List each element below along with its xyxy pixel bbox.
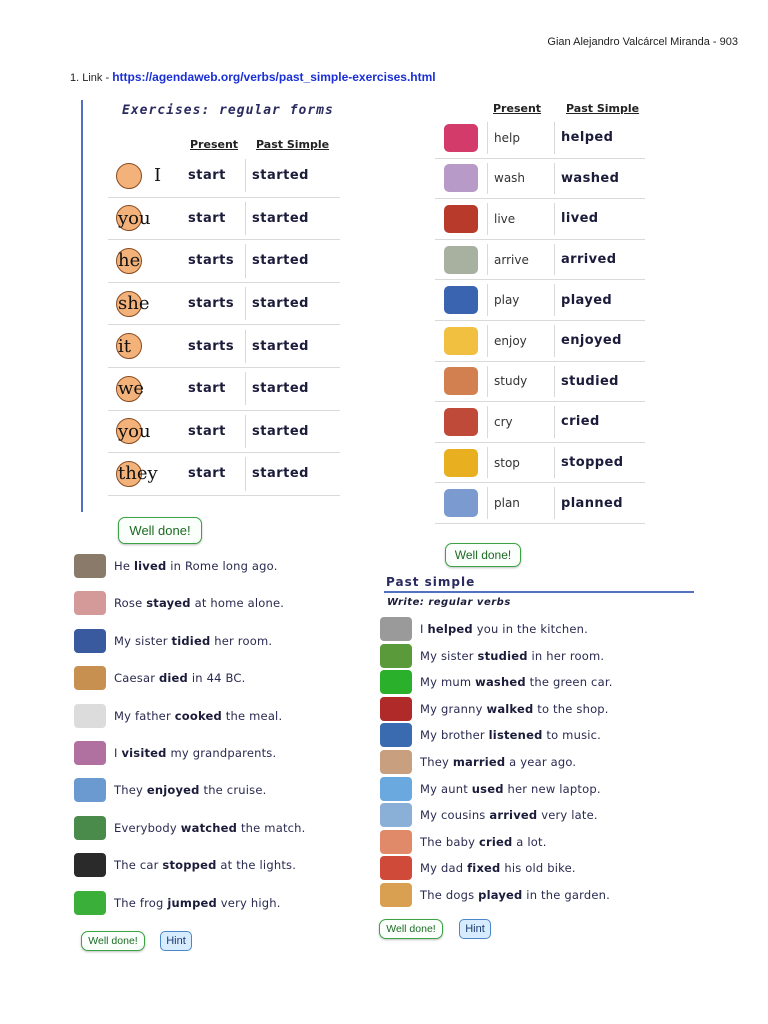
present-form: start <box>180 202 246 235</box>
pronoun-row <box>108 368 340 411</box>
past-simple-title: Past simple <box>386 575 476 589</box>
caesar-icon <box>74 666 106 690</box>
hint-button-2[interactable]: Hint <box>459 919 491 939</box>
pronoun-row <box>108 411 340 454</box>
pronoun-label: he <box>118 250 141 272</box>
pronoun-row <box>108 325 340 368</box>
sentence-verb: walked <box>486 701 534 716</box>
past-simple-rule <box>384 591 694 593</box>
present-form: start <box>180 457 246 490</box>
sentence-verb: enjoyed <box>146 783 200 798</box>
football-icon <box>74 816 106 840</box>
pronoun-label: they <box>118 463 158 485</box>
link-prefix: 1. Link - <box>70 72 113 84</box>
sentence-verb: died <box>158 671 188 686</box>
pronoun-label: it <box>118 335 131 357</box>
present-verb: help <box>487 122 555 154</box>
sentence-text: My sister tidied her room. <box>114 633 273 648</box>
pronoun-label: we <box>118 378 145 400</box>
bike-icon <box>380 856 412 880</box>
verb-row <box>435 199 645 240</box>
present-verb: wash <box>487 163 555 195</box>
washing-icon <box>444 164 478 192</box>
verb-row <box>435 362 645 403</box>
sentence-verb: cooked <box>174 708 222 723</box>
sentence-verb: tidied <box>171 633 211 648</box>
sentence-item <box>380 830 547 854</box>
car-icon <box>380 670 412 694</box>
laptop-icon <box>380 777 412 801</box>
present-verb: play <box>487 284 555 316</box>
past-verb: planned <box>561 495 623 511</box>
present-form: starts <box>180 330 246 363</box>
pronoun-picture <box>108 411 180 453</box>
sentence-verb: watched <box>180 820 238 835</box>
sentence-item <box>74 891 281 915</box>
sentence-item <box>74 704 282 728</box>
sentence-item <box>74 853 296 877</box>
sentence-verb: stayed <box>146 596 191 611</box>
girl-icon <box>74 591 106 615</box>
sentence-verb: studied <box>477 648 528 663</box>
past-verb: helped <box>561 130 614 146</box>
sentence-text: My dad fixed his old bike. <box>420 861 576 876</box>
sentence-item <box>74 666 245 690</box>
verb-row <box>435 321 645 362</box>
sentence-item <box>380 883 610 907</box>
pronoun-verb-table <box>108 155 340 496</box>
sentence-text: My sister studied in her room. <box>420 648 605 663</box>
frog-icon <box>74 891 106 915</box>
verb-row <box>435 402 645 443</box>
pot-icon <box>380 617 412 641</box>
reading-icon <box>444 367 478 395</box>
past-form: started <box>252 381 309 397</box>
pronoun-picture <box>108 198 180 240</box>
family-icon <box>74 741 106 765</box>
clock-icon <box>380 803 412 827</box>
past-verb: stopped <box>561 455 624 471</box>
sentence-text: My cousins arrived very late. <box>420 808 598 823</box>
character-icon <box>116 163 142 189</box>
pronoun-label: I <box>154 165 162 187</box>
author-name: Gian Alejandro Valcárcel Miranda - 903 <box>547 36 738 48</box>
right-header-present: Present <box>493 102 542 115</box>
sentence-text: My brother listened to music. <box>420 728 602 743</box>
past-verb: cried <box>561 414 600 430</box>
past-verb: arrived <box>561 252 617 268</box>
pronoun-label: you <box>118 207 151 229</box>
present-form: starts <box>180 287 246 320</box>
past-form: started <box>252 168 309 184</box>
pronoun-picture <box>108 155 180 197</box>
pronoun-label: she <box>118 293 150 315</box>
sentence-item <box>380 803 598 827</box>
sentence-verb: stopped <box>162 858 217 873</box>
building-icon <box>74 554 106 578</box>
present-form: starts <box>180 244 246 277</box>
sentence-verb: cried <box>478 834 513 849</box>
sentence-text: Caesar died in 44 BC. <box>114 671 246 686</box>
sentence-verb: listened <box>488 728 543 743</box>
wedding-icon <box>380 750 412 774</box>
station-icon <box>444 246 478 274</box>
well-done-button-3[interactable]: Well done! <box>81 931 145 951</box>
sentence-verb: arrived <box>489 808 538 823</box>
sentence-text: My aunt used her new laptop. <box>420 781 601 796</box>
sentence-verb: lived <box>133 559 167 573</box>
boy-icon <box>380 723 412 747</box>
stop-sign-icon <box>444 449 478 477</box>
dog-icon <box>380 883 412 907</box>
present-verb: stop <box>487 447 555 479</box>
verb-table <box>435 118 645 524</box>
pronoun-picture <box>108 283 180 325</box>
sentence-text: Everybody watched the match. <box>114 820 306 835</box>
crying-icon <box>444 408 478 436</box>
left-margin-line <box>81 100 83 512</box>
sentence-verb: helped <box>427 622 473 636</box>
present-verb: enjoy <box>487 325 555 357</box>
sentence-text: The dogs played in the garden. <box>420 888 610 902</box>
pronoun-picture <box>108 240 180 282</box>
sentence-item <box>74 778 266 802</box>
past-form: started <box>252 210 309 226</box>
present-verb: cry <box>487 406 555 438</box>
room-icon <box>74 629 106 653</box>
past-verb: played <box>561 292 613 308</box>
verb-row <box>435 483 645 524</box>
left-header-present: Present <box>190 138 239 151</box>
sentence-text: They married a year ago. <box>420 755 577 769</box>
sentence-text: I helped you in the kitchen. <box>420 622 588 636</box>
house-icon <box>444 205 478 233</box>
past-verb: washed <box>561 170 620 186</box>
sentence-verb: played <box>478 888 523 902</box>
pronoun-label: you <box>118 420 151 442</box>
present-verb: plan <box>487 487 555 519</box>
sentence-item <box>380 697 609 721</box>
past-verb: studied <box>561 373 619 389</box>
sentence-item <box>380 644 604 668</box>
sentence-text: Rose stayed at home alone. <box>114 596 285 611</box>
past-form: started <box>252 466 309 482</box>
past-form: started <box>252 296 309 312</box>
sentence-item <box>380 670 613 694</box>
pronoun-row <box>108 155 340 198</box>
well-done-button-1[interactable]: Well done! <box>118 517 202 544</box>
left-header-past: Past Simple <box>256 138 330 151</box>
past-verb: lived <box>561 211 599 227</box>
sentence-item <box>74 554 278 578</box>
verb-row <box>435 280 645 321</box>
sentence-item <box>380 777 601 801</box>
pronoun-picture <box>108 368 180 410</box>
past-form: started <box>252 338 309 354</box>
sentence-text: My granny walked to the shop. <box>420 701 609 716</box>
sentence-verb: used <box>471 781 504 796</box>
verb-row <box>435 240 645 281</box>
pronoun-row <box>108 240 340 283</box>
sentence-text: The baby cried a lot. <box>420 834 547 849</box>
past-form: started <box>252 253 309 269</box>
sentence-item <box>74 629 272 653</box>
sentence-item <box>380 617 588 641</box>
shoe-icon <box>380 697 412 721</box>
sentence-item <box>74 591 284 615</box>
present-verb: arrive <box>487 244 555 276</box>
sentence-verb: married <box>452 755 506 769</box>
pronoun-row <box>108 453 340 496</box>
book-icon <box>380 644 412 668</box>
present-form: start <box>180 159 246 192</box>
well-done-button-4[interactable]: Well done! <box>379 919 443 939</box>
sentence-text: The car stopped at the lights. <box>114 858 297 873</box>
happy-girl-icon <box>444 327 478 355</box>
present-form: start <box>180 415 246 448</box>
sentence-text: They enjoyed the cruise. <box>114 783 267 798</box>
verb-row <box>435 118 645 159</box>
baby-icon <box>380 830 412 854</box>
past-form: started <box>252 423 309 439</box>
sentence-item <box>74 741 276 765</box>
sentence-item <box>380 750 576 774</box>
present-verb: study <box>487 366 555 398</box>
sentence-text: My mum washed the green car. <box>420 675 613 690</box>
present-form: start <box>180 372 246 405</box>
hint-button-1[interactable]: Hint <box>160 931 192 951</box>
sentence-item <box>380 723 601 747</box>
pronoun-picture <box>108 325 180 367</box>
lightbulb-icon <box>444 489 478 517</box>
chef-icon <box>74 704 106 728</box>
puzzle-icon <box>444 124 478 152</box>
sentence-verb: fixed <box>467 861 501 876</box>
sentence-text: The frog jumped very high. <box>114 895 281 910</box>
kid-playing-icon <box>444 286 478 314</box>
past-simple-subtitle: Write: regular verbs <box>387 597 511 608</box>
well-done-button-2[interactable]: Well done! <box>445 543 521 567</box>
sentence-text: He lived in Rome long ago. <box>114 559 278 573</box>
past-verb: enjoyed <box>561 333 622 349</box>
verb-row <box>435 443 645 484</box>
link-line <box>70 70 436 84</box>
present-verb: live <box>487 203 555 235</box>
link-url[interactable]: https://agendaweb.org/verbs/past_simple-exercises.html <box>112 70 436 84</box>
right-header-past: Past Simple <box>566 102 640 115</box>
sentence-verb: washed <box>475 675 526 690</box>
sentence-item <box>380 856 576 880</box>
pronoun-row <box>108 283 340 326</box>
traffic-light-icon <box>74 853 106 877</box>
sentence-text: I visited my grandparents. <box>114 746 277 760</box>
exercise-title: Exercises: regular forms <box>122 103 334 118</box>
sentence-verb: jumped <box>167 895 217 910</box>
pronoun-picture <box>108 453 180 495</box>
sentence-item <box>74 816 306 840</box>
verb-row <box>435 159 645 200</box>
pronoun-row <box>108 198 340 241</box>
sentence-verb: visited <box>121 746 167 760</box>
sentence-text: My father cooked the meal. <box>114 708 283 723</box>
ship-icon <box>74 778 106 802</box>
